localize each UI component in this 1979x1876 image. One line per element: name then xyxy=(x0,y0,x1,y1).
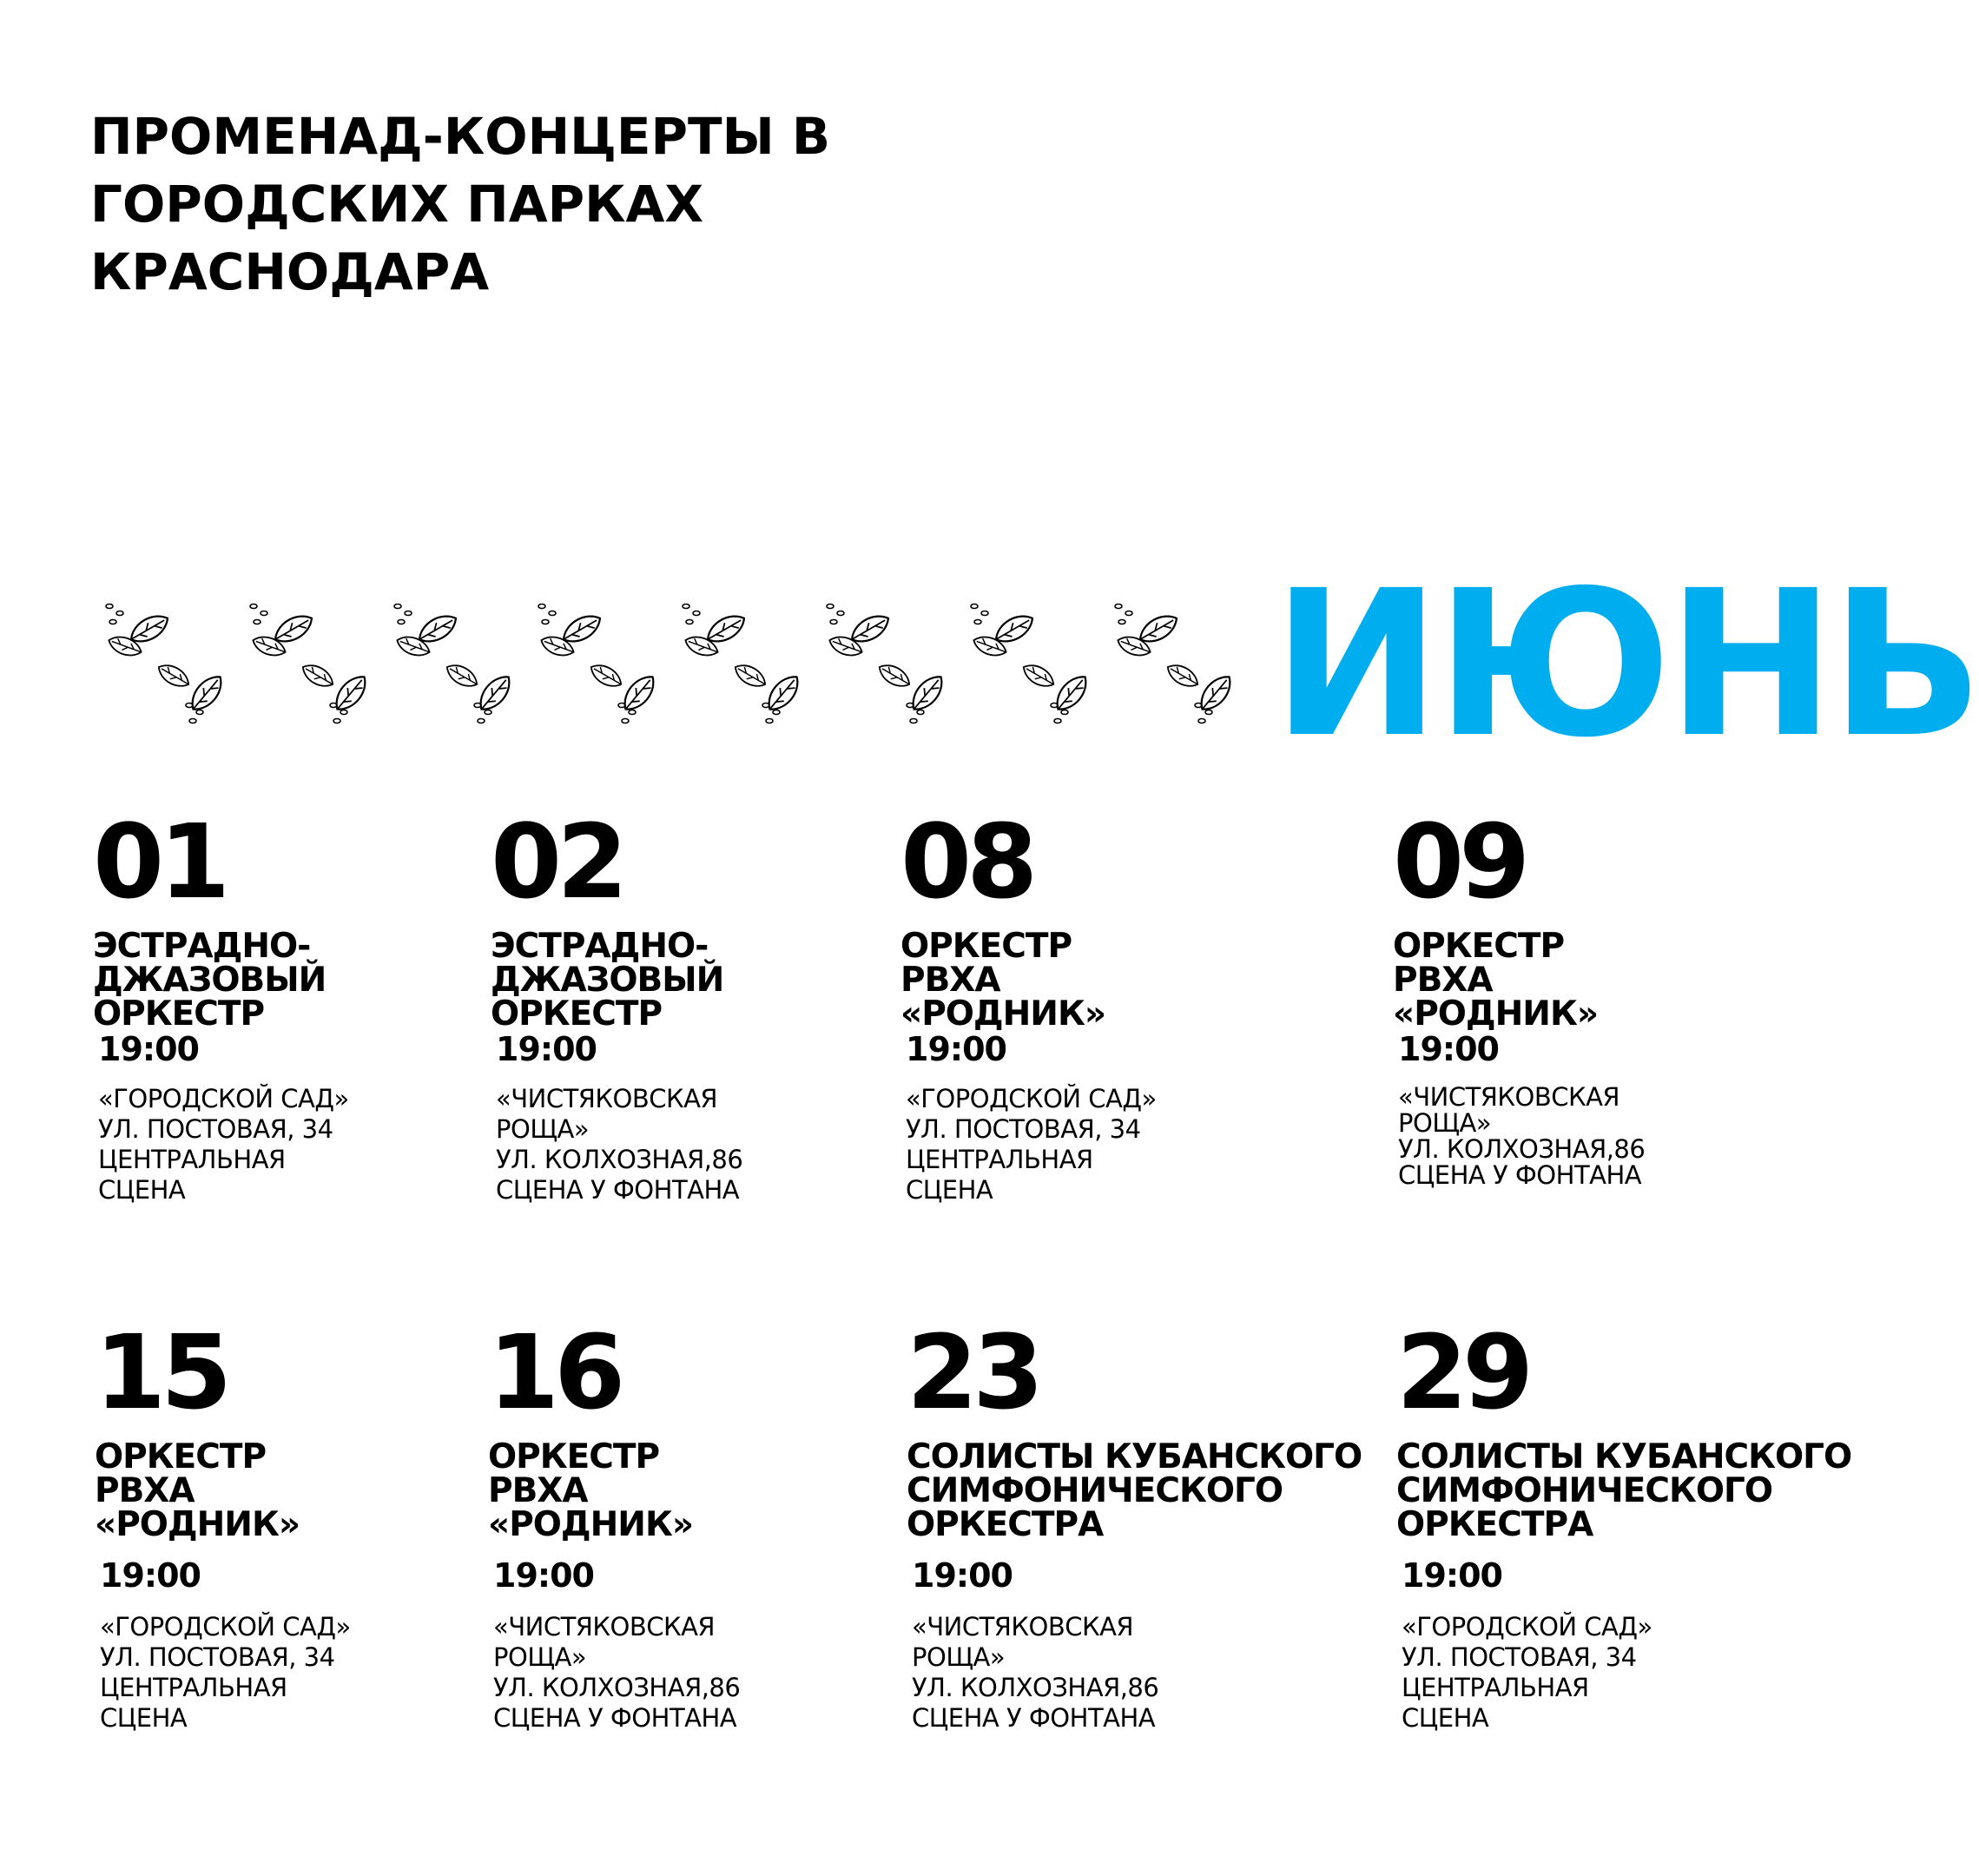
event-day: 08 xyxy=(900,802,1033,921)
venue-line: «ЧИСТЯКОВСКАЯ xyxy=(493,1612,716,1642)
event-venue xyxy=(1398,1084,1645,1188)
venue-line: УЛ. КОЛХОЗНАЯ,86 xyxy=(493,1673,741,1702)
page-title xyxy=(90,102,959,306)
event-day: 01 xyxy=(93,802,226,921)
event-time: 19:00 xyxy=(496,1030,597,1068)
event-performer: СОЛИСТЫ КУБАНСКОГО СИМФОНИЧЕСКОГО ОРКЕСТРА xyxy=(1396,1437,1852,1544)
venue-line: «ГОРОДСКОЙ САД» xyxy=(1402,1612,1652,1642)
event-performer: СОЛИСТЫ КУБАНСКОГО СИМФОНИЧЕСКОГО ОРКЕСТРА xyxy=(907,1437,1362,1544)
event-venue xyxy=(493,1612,740,1734)
venue-line: СЦЕНА xyxy=(1402,1703,1489,1733)
venue-line: СЦЕНА У ФОНТАНА xyxy=(496,1175,740,1205)
event-venue xyxy=(100,1612,351,1734)
venue-line: СЦЕНА xyxy=(906,1175,993,1205)
venue-line: СЦЕНА xyxy=(98,1175,186,1205)
event-performer: ОРКЕСТР РВХА «РОДНИК» xyxy=(1393,927,1599,1034)
venue-line: ЦЕНТРАЛЬНАЯ xyxy=(1402,1673,1589,1702)
venue-line: РОЩА» xyxy=(912,1642,1006,1672)
venue-line: «ГОРОДСКОЙ САД» xyxy=(906,1084,1157,1113)
venue-line: СЦЕНА У ФОНТАНА xyxy=(493,1703,737,1733)
month-heading: ИЮНЬ xyxy=(1272,547,1979,782)
event-time: 19:00 xyxy=(100,1556,201,1595)
venue-line: УЛ. КОЛХОЗНАЯ,86 xyxy=(496,1145,743,1174)
venue-line: ЦЕНТРАЛЬНАЯ xyxy=(906,1145,1093,1174)
event-day: 02 xyxy=(491,802,623,921)
title-line-1: ПРОМЕНАД-КОНЦЕРТЫ В xyxy=(90,107,831,166)
event-venue xyxy=(1402,1612,1652,1734)
venue-line: СЦЕНА У ФОНТАНА xyxy=(912,1703,1156,1733)
venue-line: РОЩА» xyxy=(496,1114,590,1144)
event-time: 19:00 xyxy=(98,1030,199,1068)
venue-line: СЦЕНА xyxy=(100,1703,188,1733)
venue-line: ЦЕНТРАЛЬНАЯ xyxy=(98,1145,286,1174)
event-performer: ОРКЕСТР РВХА «РОДНИК» xyxy=(488,1437,694,1544)
event-time: 19:00 xyxy=(912,1556,1013,1595)
venue-line: «ЧИСТЯКОВСКАЯ xyxy=(912,1612,1134,1642)
venue-line: РОЩА» xyxy=(493,1642,587,1672)
event-performer: ОРКЕСТР РВХА «РОДНИК» xyxy=(900,927,1106,1034)
event-day: 16 xyxy=(488,1312,621,1432)
event-day: 09 xyxy=(1393,802,1526,921)
event-day: 29 xyxy=(1396,1312,1529,1432)
venue-line: УЛ. ПОСТОВАЯ, 34 xyxy=(1402,1642,1637,1672)
event-time: 19:00 xyxy=(493,1556,594,1595)
event-performer: ОРКЕСТР РВХА «РОДНИК» xyxy=(95,1437,300,1544)
venue-line: УЛ. ПОСТОВАЯ, 34 xyxy=(100,1642,335,1672)
event-time: 19:00 xyxy=(906,1030,1006,1068)
venue-line: СЦЕНА У ФОНТАНА xyxy=(1398,1160,1642,1190)
event-day: 15 xyxy=(95,1312,228,1432)
title-line-3: КРАСНОДАРА xyxy=(90,242,490,301)
event-venue xyxy=(98,1084,349,1206)
venue-line: «ЧИСТЯКОВСКАЯ xyxy=(496,1084,718,1113)
venue-line: УЛ. ПОСТОВАЯ, 34 xyxy=(98,1114,333,1144)
event-performer: ЭСТРАДНО- ДЖАЗОВЫЙ ОРКЕСТР xyxy=(491,927,724,1034)
venue-line: ЦЕНТРАЛЬНАЯ xyxy=(100,1673,287,1702)
venue-line: «ГОРОДСКОЙ САД» xyxy=(100,1612,351,1642)
venue-line: «ЧИСТЯКОВСКАЯ xyxy=(1398,1082,1620,1112)
event-day: 23 xyxy=(907,1312,1039,1432)
venue-line: РОЩА» xyxy=(1398,1108,1492,1138)
venue-line: УЛ. КОЛХОЗНАЯ,86 xyxy=(1398,1134,1646,1164)
leaves-garland-icon xyxy=(87,591,1250,747)
venue-line: «ГОРОДСКОЙ САД» xyxy=(98,1084,349,1113)
event-time: 19:00 xyxy=(1402,1556,1502,1595)
event-time: 19:00 xyxy=(1398,1030,1499,1068)
event-venue xyxy=(906,1084,1157,1206)
title-line-2: ГОРОДСКИХ ПАРКАХ xyxy=(90,175,704,234)
venue-line: УЛ. ПОСТОВАЯ, 34 xyxy=(906,1114,1141,1144)
event-performer: ЭСТРАДНО- ДЖАЗОВЫЙ ОРКЕСТР xyxy=(93,927,327,1034)
venue-line: УЛ. КОЛХОЗНАЯ,86 xyxy=(912,1673,1159,1702)
event-venue xyxy=(496,1084,742,1206)
event-venue xyxy=(912,1612,1158,1734)
